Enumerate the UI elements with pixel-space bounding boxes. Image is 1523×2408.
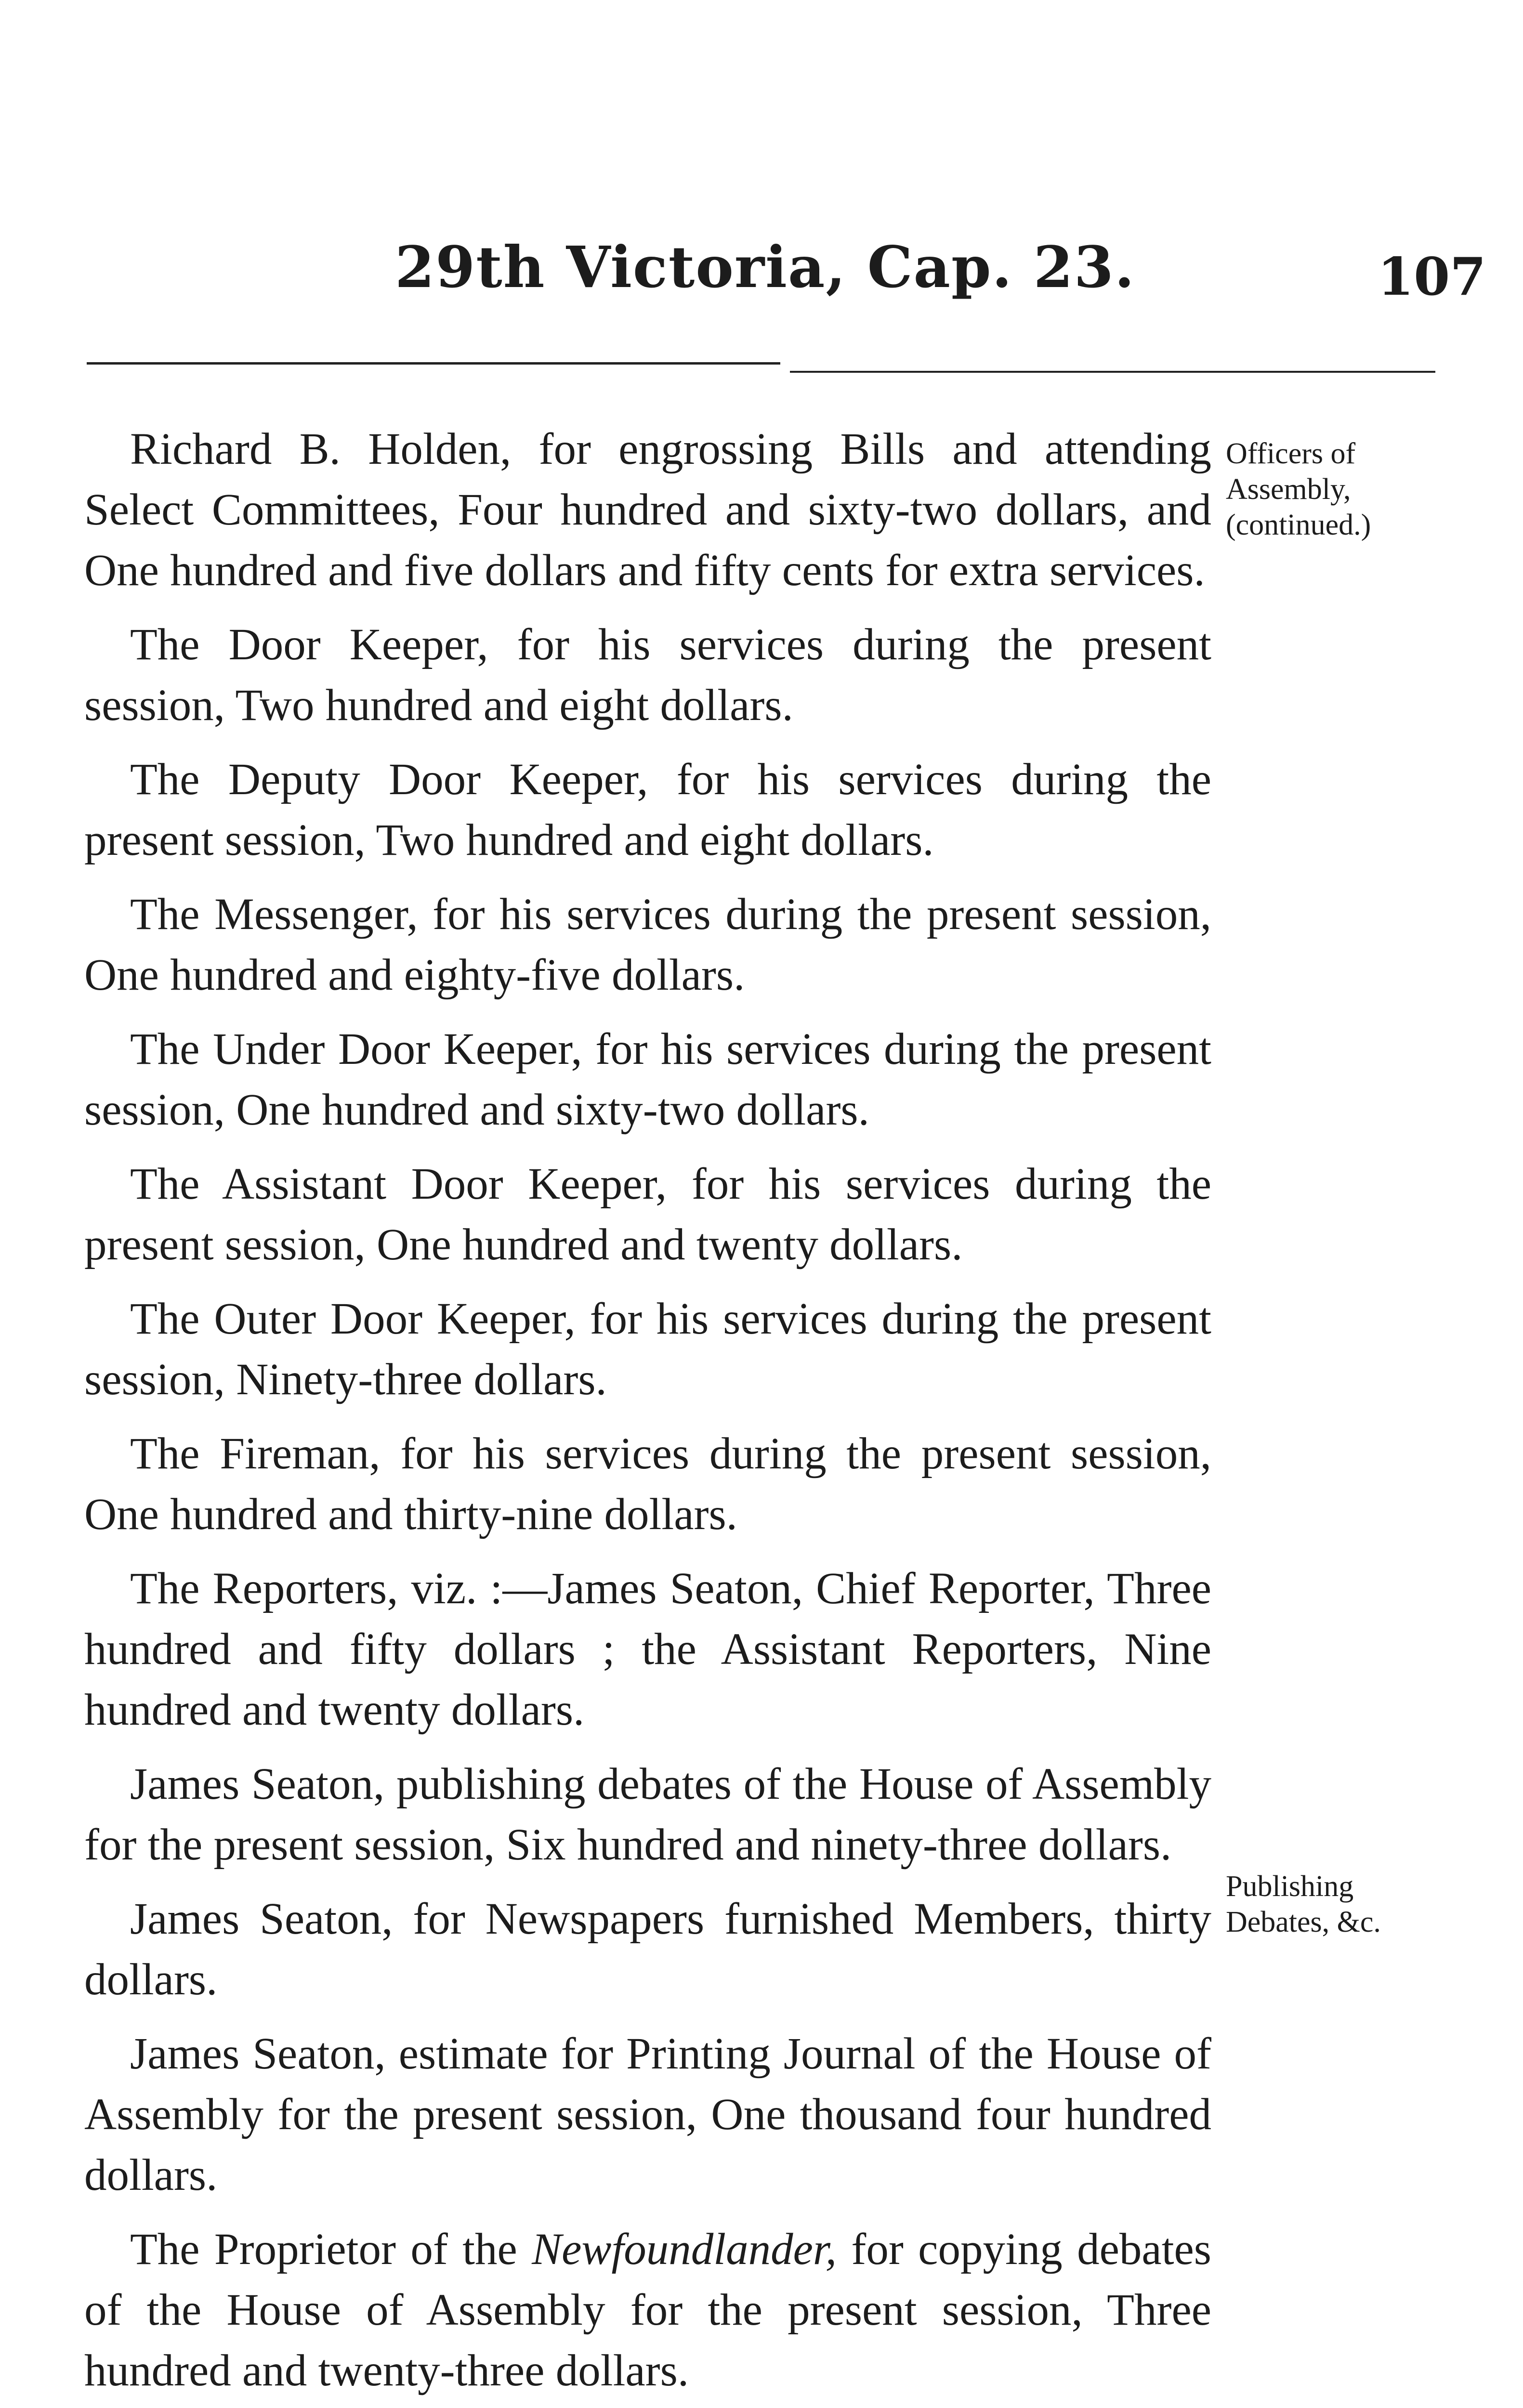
paragraph-newfoundlander [84, 2219, 1211, 2401]
paragraph-messenger: The Messenger, for his services during the present session, One hundred and eighty-five dollars. [84, 890, 1211, 1000]
paragraph-door-keeper: The Door Keeper, for his services during the present session, Two hundred and eight dollars. [84, 620, 1211, 730]
paragraph-publishing-debates: James Seaton, publishing debates of the House of Assembly for the present session, Six hundred and ninety-three dollars. [84, 1759, 1211, 1870]
paragraph-reporters: The Reporters, viz. :—James Seaton, Chief Reporter, Three hundred and fifty dollars ; the Assistant Reporters, Nine hundred and twenty dollars. [84, 1564, 1211, 1735]
paragraph-printing-journal: James Seaton, estimate for Printing Journal of the House of Assembly for the present session, One thousand four hundred dollars. [84, 2029, 1211, 2200]
running-title: 29th Victoria, Cap. 23. [395, 234, 1135, 301]
newspaper-title: Newfoundlander, [532, 2225, 837, 2274]
paragraph-holden: Richard B. Holden, for engrossing Bills and attending Select Committees, Four hundred and sixty-two dollars, and One hundred and five dollars and fifty cents for extra services. [84, 424, 1211, 595]
paragraph-outer-door-keeper: The Outer Door Keeper, for his services during the present session, Ninety-three dollars. [84, 1294, 1211, 1404]
body-text [84, 419, 1211, 2408]
margin-note-officers: Officers of Assembly, (continued.) [1226, 437, 1371, 541]
margin-note-publishing: Publishing Debates, &c. [1226, 1870, 1381, 1938]
page-number: 107 [1378, 247, 1486, 307]
paragraph-deputy-door-keeper: The Deputy Door Keeper, for his services during the present session, Two hundred and eight dollars. [84, 755, 1211, 865]
header-rule-right [790, 371, 1435, 373]
paragraph-under-door-keeper: The Under Door Keeper, for his services during the present session, One hundred and sixty-two dollars. [84, 1024, 1211, 1135]
header-rule-left [87, 362, 780, 365]
paragraph-assistant-door-keeper: The Assistant Door Keeper, for his services during the present session, One hundred and twenty dollars. [84, 1159, 1211, 1269]
paragraph-newfoundlander-end: for copying debates of the House of Assembly for the present session, Three hundred and twenty-three dollars. [84, 2225, 1211, 2395]
paragraph-newfoundlander-start: The Proprietor of the [130, 2225, 532, 2274]
running-head [0, 231, 1523, 327]
paragraph-newspapers: James Seaton, for Newspapers furnished Members, thirty dollars. [84, 1894, 1211, 2004]
paragraph-fireman: The Fireman, for his services during the present session, One hundred and thirty-nine dollars. [84, 1429, 1211, 1539]
